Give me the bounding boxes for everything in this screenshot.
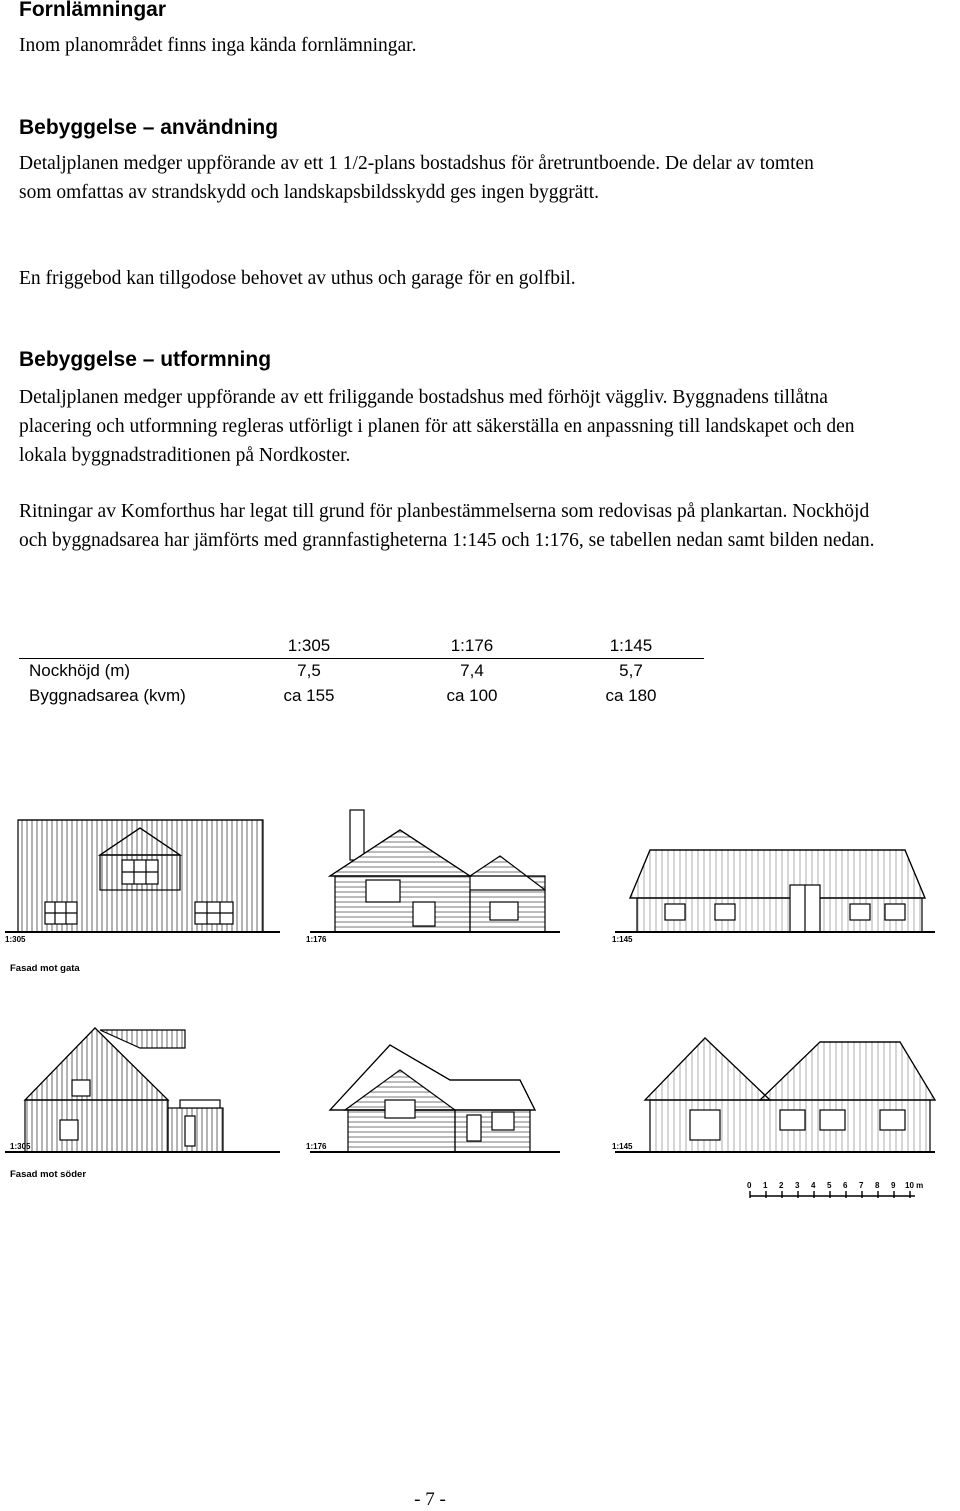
scale-tick-label: 2 [779,1181,784,1190]
house-label: 1:176 [306,935,327,944]
scale-tick-label: 3 [795,1181,800,1190]
scale-tick-label: 8 [875,1181,880,1190]
house-label: 1:176 [306,1142,327,1151]
scale-tick-label: 5 [827,1181,832,1190]
scale-tick-label: 7 [859,1181,864,1190]
table-cell: 7,4 [460,661,484,680]
scale-bar [750,1191,915,1198]
table-cell: ca 100 [446,686,498,705]
heading-bebyggelse-utformning: Bebyggelse – utformning [19,348,272,371]
house-label: 1:305 [10,1142,31,1151]
paragraph: Inom planområdet finns inga kända fornlämningar. [19,35,417,56]
house-label: 1:305 [5,935,26,944]
table-header-cell: 1:145 [609,636,653,655]
figure-caption-street: Fasad mot gata [10,963,80,974]
figure-caption-south: Fasad mot söder [10,1169,87,1180]
facade-drawings-figure [0,780,960,1200]
scale-tick-label: 10 m [905,1181,924,1190]
table-divider [19,658,704,659]
table-cell: ca 155 [283,686,335,705]
paragraph: En friggebod kan tillgodose behovet av uthus och garage för en golfbil. [19,268,576,289]
page-number: - 7 - [414,1489,446,1510]
paragraph: Detaljplanen medger uppförande av ett friliggande bostadshus med förhöjt väggliv. Byggnadens tillåtna placering och utformning regleras utförligt i planen för att säkerställa en anpassning till landskapet och den lokala byggnadstraditionen på Nordkoster. [19,387,855,466]
house-1-305-street [5,820,280,932]
heading-fornlamningar: Fornlämningar [19,0,167,21]
paragraph: Detaljplanen medger uppförande av ett 1 1/2-plans bostadshus för åretruntboende. De delar av tomten som omfattas av strandskydd och landskapsbildsskydd ges ingen byggrätt. [19,153,814,203]
house-label: 1:145 [612,1142,633,1151]
house-1-145-street [615,850,935,932]
paragraph: Ritningar av Komforthus har legat till grund för planbestämmelserna som redovisas på plankartan. Nockhöjd och byggnadsarea har jämförts med grannfastigheterna 1:145 och 1:176, se tabellen nedan samt bilden nedan. [19,501,875,551]
house-1-305-south [5,1028,280,1152]
scale-tick-label: 9 [891,1181,896,1190]
scale-tick-label: 4 [811,1181,816,1190]
scale-tick-label: 1 [763,1181,768,1190]
house-1-145-south [615,1038,935,1152]
scale-tick-label: 0 [747,1181,752,1190]
house-label: 1:145 [612,935,633,944]
table-header-cell: 1:176 [450,636,494,655]
house-1-176-street [310,810,560,932]
table-cell: 5,7 [619,661,643,680]
table-cell: 7,5 [297,661,321,680]
heading-bebyggelse-anvandning: Bebyggelse – användning [19,116,279,139]
house-1-176-south [310,1045,560,1152]
table-cell-label: Byggnadsarea (kvm) [29,686,186,705]
table-header-cell: 1:305 [287,636,331,655]
table-cell: ca 180 [605,686,657,705]
scale-tick-label: 6 [843,1181,848,1190]
table-cell-label: Nockhöjd (m) [29,661,131,680]
